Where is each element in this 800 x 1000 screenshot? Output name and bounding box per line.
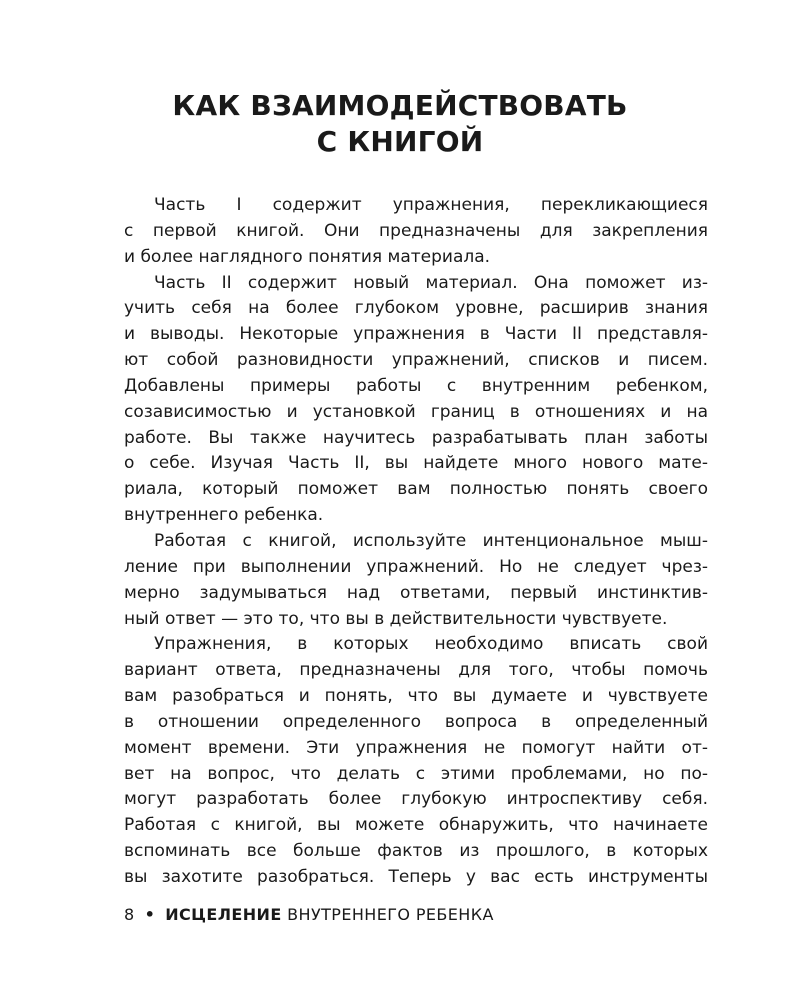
- body-line: Работая с книгой, используйте интенциональное мыш-: [154, 530, 708, 551]
- body-line: созависимостью и установкой границ в отношениях и на: [124, 401, 708, 422]
- body-line: в отношении определенного вопроса в определенный: [124, 711, 708, 732]
- body-line: мерно задумываться над ответами, первый инстинктив-: [124, 582, 708, 603]
- body-line: учить себя на более глубоком уровне, расширив знания: [124, 298, 708, 319]
- footer-bullet: •: [144, 905, 156, 924]
- body-line: Работая с книгой, вы можете обнаружить, что начинаете: [124, 815, 708, 836]
- page-title-line-1: КАК ВЗАИМОДЕЙСТВОВАТЬ: [172, 89, 628, 122]
- page-title-line-2: С КНИГОЙ: [316, 125, 484, 158]
- body-line: вспоминать все больше фактов из прошлого, в которых: [124, 841, 708, 862]
- body-line: вы захотите разобраться. Теперь у вас есть инструменты: [124, 866, 708, 887]
- book-series-title-bold: ИСЦЕЛЕНИЕ: [165, 905, 282, 924]
- body-line: ют собой разновидности упражнений, списков и писем.: [124, 350, 708, 371]
- body-line: Часть I содержит упражнения, перекликающиеся: [154, 195, 708, 215]
- page-title: [0, 88, 800, 160]
- body-line: внутреннего ребенка.: [124, 505, 324, 526]
- body-line: вет на вопрос, что делать с этими проблемами, но по-: [124, 763, 708, 784]
- body-line: ный ответ — это то, что вы в действительности чувствуете.: [124, 608, 668, 629]
- body-line: с первой книгой. Они предназначены для закрепления: [124, 220, 708, 241]
- body-line: могут разработать более глубокую интроспективу себя.: [124, 789, 708, 810]
- body-line: о себе. Изучая Часть II, вы найдете много нового мате-: [124, 453, 708, 474]
- page-number: 8: [124, 905, 135, 924]
- body-line: момент времени. Эти упражнения не помогут найти от-: [124, 737, 708, 758]
- body-line: Добавлены примеры работы с внутренним ребенком,: [124, 375, 708, 396]
- body-line: вариант ответа, предназначены для того, чтобы помочь: [124, 660, 708, 681]
- running-footer: [124, 905, 494, 924]
- book-series-title-rest: ВНУТРЕННЕГО РЕБЕНКА: [281, 905, 494, 924]
- body-line: и выводы. Некоторые упражнения в Части II представля-: [124, 324, 708, 345]
- body-line: Часть II содержит новый материал. Она поможет из-: [154, 272, 708, 293]
- body-line: ление при выполнении упражнений. Но не следует чрез-: [124, 556, 708, 577]
- body-line: риала, который поможет вам полностью понять своего: [124, 479, 708, 500]
- body-line: вам разобраться и понять, что вы думаете и чувствуете: [124, 686, 708, 707]
- body-line: и более наглядного понятия материала.: [124, 246, 491, 267]
- body-line: работе. Вы также научитесь разрабатывать план заботы: [124, 427, 708, 448]
- body-line: Упражнения, в которых необходимо вписать свой: [154, 634, 708, 655]
- body-text: [124, 193, 708, 891]
